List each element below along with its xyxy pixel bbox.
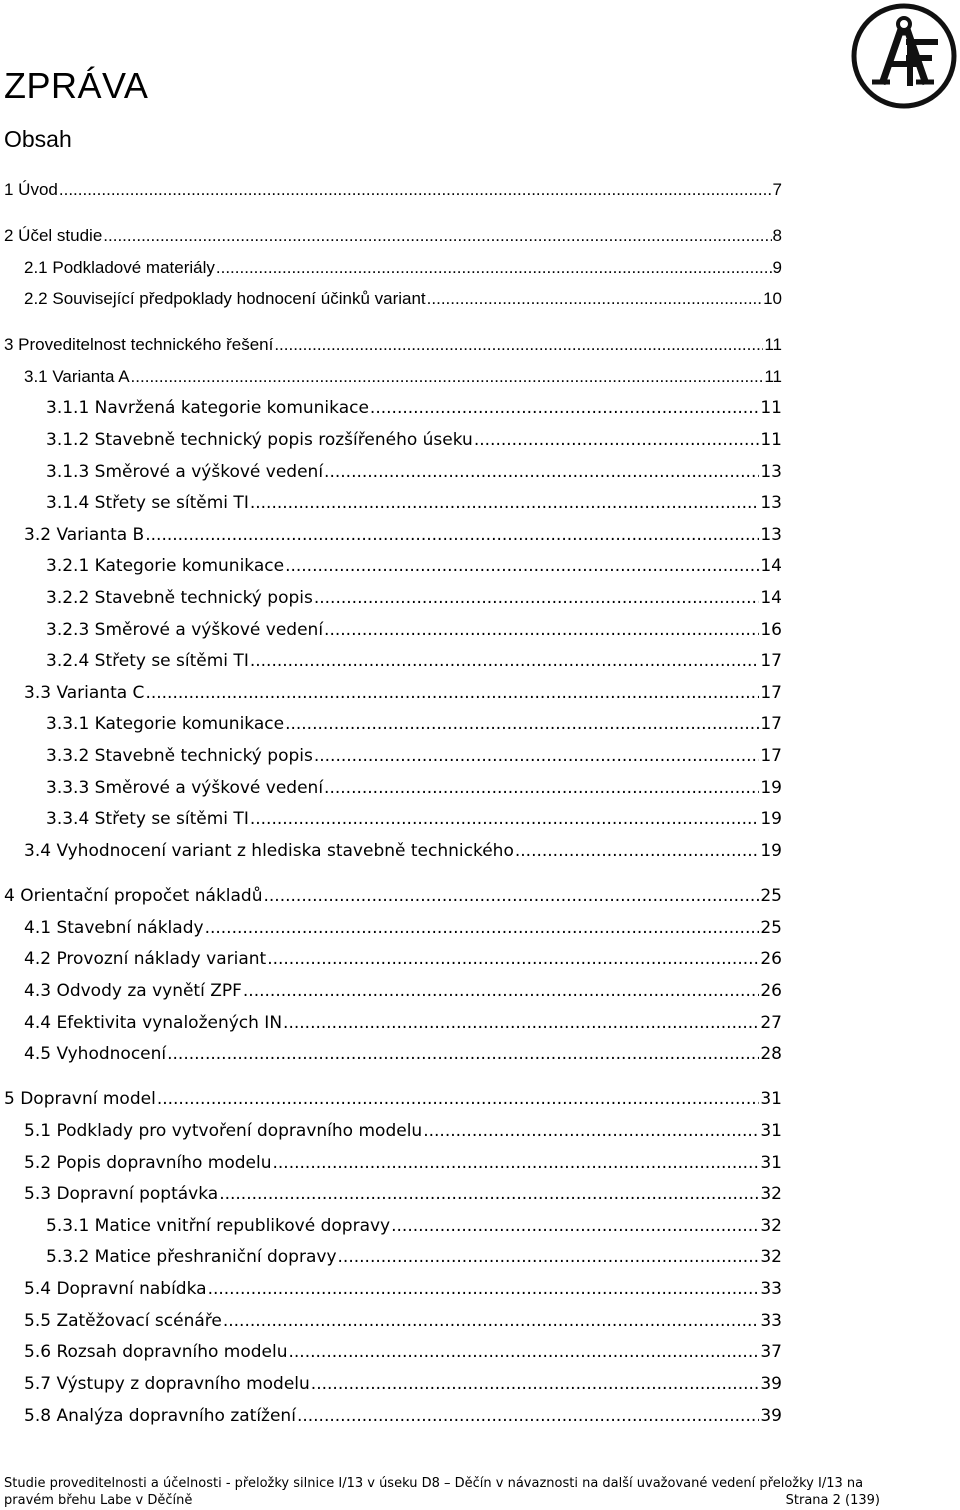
toc-entry-title: 3.1.3 Směrové a výškové vedení [46, 462, 324, 482]
toc-leader-dots [273, 1151, 760, 1175]
toc-entry-title: 5.2 Popis dopravního modelu [24, 1153, 272, 1173]
toc-entry[interactable] [24, 916, 782, 940]
toc-entry[interactable] [46, 491, 782, 515]
toc-entry-page: 13 [760, 462, 782, 482]
toc-entry-page: 19 [760, 809, 782, 829]
toc-entry-title: 2.2 Související předpoklady hodnocení účinků variant [24, 289, 426, 308]
toc-entry[interactable] [4, 1087, 782, 1111]
toc-entry[interactable] [24, 287, 782, 311]
toc-entry-title: 4.4 Efektivita vynaložených IN [24, 1013, 283, 1033]
toc-entry-title: 5.6 Rozsah dopravního modelu [24, 1342, 288, 1362]
toc-heading: Obsah [4, 126, 72, 152]
toc-entry[interactable] [24, 1309, 782, 1333]
toc-entry-page: 26 [760, 981, 782, 1001]
toc-entry[interactable] [4, 178, 782, 202]
toc-entry-title: 3 Proveditelnost technického řešení [4, 335, 274, 354]
toc-entry[interactable] [46, 807, 782, 831]
toc-entry-page: 9 [772, 258, 782, 277]
toc-entry-page: 32 [760, 1184, 782, 1204]
toc-entry-page: 16 [760, 620, 782, 640]
toc-leader-dots [324, 618, 759, 642]
toc-entry-title: 4.1 Stavební náklady [24, 918, 204, 938]
toc-entry-page: 26 [760, 949, 782, 969]
toc-entry-page: 8 [772, 226, 782, 245]
toc-entry[interactable] [24, 1404, 782, 1428]
toc-entry[interactable] [46, 1245, 782, 1269]
toc-entry[interactable] [24, 1340, 782, 1364]
toc-leader-dots [289, 1340, 760, 1364]
toc-entry[interactable] [24, 681, 782, 705]
toc-leader-dots [167, 1042, 759, 1066]
toc-entry-page: 37 [760, 1342, 782, 1362]
toc-entry-title: 3.3.2 Stavebně technický popis [46, 746, 313, 766]
toc-entry[interactable] [46, 712, 782, 736]
toc-entry-title: 3.2.2 Stavebně technický popis [46, 588, 313, 608]
footer-page-number: Strana 2 (139) [785, 1493, 880, 1508]
toc-entry-page: 31 [760, 1153, 782, 1173]
toc-entry-page: 25 [760, 918, 782, 938]
toc-entry-page: 33 [760, 1311, 782, 1331]
toc-entry[interactable] [4, 884, 782, 908]
toc-entry-title: 1 Úvod [4, 180, 58, 199]
toc-entry-page: 17 [760, 683, 782, 703]
toc-entry-page: 11 [760, 430, 782, 450]
toc-entry[interactable] [46, 744, 782, 768]
toc-leader-dots [427, 287, 762, 311]
toc-leader-dots [250, 807, 760, 831]
footer-line-1: Studie proveditelnosti a účelnosti - přeložky silnice I/13 v úseku D8 – Děčín v návaznosti na další uvažované vedení přeložky I/13 na [4, 1476, 864, 1491]
toc-entry-page: 14 [760, 588, 782, 608]
toc-entry-title: 3.2 Varianta B [24, 525, 145, 545]
toc-entry-title: 3.2.3 Směrové a výškové vedení [46, 620, 324, 640]
toc-leader-dots [515, 839, 760, 863]
toc-leader-dots [311, 1372, 760, 1396]
toc-entry-page: 11 [764, 367, 782, 386]
toc-entry-page: 32 [760, 1216, 782, 1236]
toc-leader-dots [391, 1214, 759, 1238]
toc-entry[interactable] [46, 776, 782, 800]
toc-entry-title: 3.1.1 Navržená kategorie komunikace [46, 398, 369, 418]
toc-entry[interactable] [46, 586, 782, 610]
toc-entry[interactable] [24, 1011, 782, 1035]
toc-entry-title: 3.1.4 Střety se sítěmi TI [46, 493, 249, 513]
toc-entry-page: 27 [760, 1013, 782, 1033]
toc-entry[interactable] [46, 396, 782, 420]
toc-entry-page: 17 [760, 714, 782, 734]
toc-entry-page: 10 [763, 289, 782, 308]
toc-entry-title: 3.2.1 Kategorie komunikace [46, 556, 285, 576]
toc-entry-title: 2.1 Podkladové materiály [24, 258, 215, 277]
toc-leader-dots [145, 681, 759, 705]
toc-entry[interactable] [46, 428, 782, 452]
toc-entry-title: 3.3.1 Kategorie komunikace [46, 714, 285, 734]
toc-leader-dots [338, 1245, 760, 1269]
toc-entry[interactable] [24, 979, 782, 1003]
toc-leader-dots [283, 1011, 759, 1035]
toc-entry-page: 17 [760, 651, 782, 671]
toc-entry-page: 31 [760, 1121, 782, 1141]
toc-leader-dots [297, 1404, 759, 1428]
toc-entry-title: 3.3.3 Směrové a výškové vedení [46, 778, 324, 798]
toc-entry[interactable] [46, 1214, 782, 1238]
toc-leader-dots [103, 224, 771, 248]
toc-entry[interactable] [4, 333, 782, 357]
toc-entry[interactable] [46, 554, 782, 578]
toc-entry-page: 32 [760, 1247, 782, 1267]
toc-entry-title: 5.4 Dopravní nabídka [24, 1279, 207, 1299]
toc-leader-dots [285, 554, 759, 578]
toc-leader-dots [219, 1182, 759, 1206]
toc-leader-dots [423, 1119, 759, 1143]
toc-entry-page: 39 [760, 1406, 782, 1426]
toc-leader-dots [370, 396, 759, 420]
toc-leader-dots [285, 712, 759, 736]
toc-entry-title: 5.7 Výstupy z dopravního modelu [24, 1374, 310, 1394]
toc-entry-page: 31 [760, 1089, 782, 1109]
toc-leader-dots [59, 178, 772, 202]
toc-entry-page: 11 [764, 335, 782, 354]
toc-entry-page: 33 [760, 1279, 782, 1299]
toc-entry-title: 5 Dopravní model [4, 1089, 156, 1109]
toc-entry[interactable] [24, 1042, 782, 1066]
toc-leader-dots [216, 256, 772, 280]
toc-leader-dots [314, 586, 760, 610]
toc-entry[interactable] [46, 460, 782, 484]
footer-line-2: pravém břehu Labe v Děčíně [4, 1493, 193, 1508]
toc-leader-dots [145, 523, 759, 547]
toc-entry[interactable] [46, 618, 782, 642]
toc-entry-page: 13 [760, 493, 782, 513]
toc-entry-title: 5.3 Dopravní poptávka [24, 1184, 219, 1204]
toc-entry-title: 5.1 Podklady pro vytvoření dopravního modelu [24, 1121, 423, 1141]
toc-entry-title: 3.3.4 Střety se sítěmi TI [46, 809, 249, 829]
toc-entry[interactable] [24, 1277, 782, 1301]
toc-leader-dots [264, 884, 760, 908]
toc-leader-dots [267, 947, 759, 971]
toc-entry[interactable] [24, 839, 782, 863]
toc-entry[interactable] [24, 1372, 782, 1396]
toc-entry-title: 3.1.2 Stavebně technický popis rozšířeného úseku [46, 430, 473, 450]
toc-leader-dots [205, 916, 760, 940]
toc-leader-dots [314, 744, 760, 768]
toc-entry[interactable] [46, 649, 782, 673]
toc-leader-dots [274, 333, 763, 357]
toc-entry[interactable] [24, 1182, 782, 1206]
toc-entry-title: 5.3.2 Matice přeshraniční dopravy [46, 1247, 337, 1267]
toc-entry-page: 11 [760, 398, 782, 418]
toc-entry[interactable] [24, 1151, 782, 1175]
toc-entry-title: 5.5 Zatěžovací scénáře [24, 1311, 222, 1331]
toc-entry-page: 13 [760, 525, 782, 545]
toc-leader-dots [243, 979, 759, 1003]
toc-entry-title: 3.1 Varianta A [24, 367, 130, 386]
toc-entry-title: 4 Orientační propočet nákladů [4, 886, 263, 906]
toc-entry[interactable] [24, 256, 782, 280]
toc-entry-page: 28 [760, 1044, 782, 1064]
toc-entry-page: 14 [760, 556, 782, 576]
toc-leader-dots [131, 365, 764, 389]
toc-entry-title: 2 Účel studie [4, 226, 103, 245]
toc-entry-title: 5.3.1 Matice vnitřní republikové dopravy [46, 1216, 391, 1236]
toc-leader-dots [250, 491, 760, 515]
toc-leader-dots [474, 428, 760, 452]
toc-leader-dots [208, 1277, 760, 1301]
toc-entry-title: 4.3 Odvody za vynětí ZPF [24, 981, 242, 1001]
toc-leader-dots [157, 1087, 760, 1111]
toc-leader-dots [250, 649, 760, 673]
toc-entry-title: 3.4 Vyhodnocení variant z hlediska stavebně technického [24, 841, 514, 861]
toc-entry-title: 5.8 Analýza dopravního zatížení [24, 1406, 296, 1426]
toc-entry[interactable] [24, 523, 782, 547]
toc-entry-page: 17 [760, 746, 782, 766]
page-footer [4, 1475, 960, 1509]
toc-entry[interactable] [24, 1119, 782, 1143]
toc-entry[interactable] [24, 365, 782, 389]
toc-entry-page: 39 [760, 1374, 782, 1394]
toc-leader-dots [223, 1309, 760, 1333]
toc-entry-title: 3.3 Varianta C [24, 683, 145, 703]
toc-entry-title: 4.2 Provozní náklady variant [24, 949, 267, 969]
toc-entry-page: 7 [772, 180, 782, 199]
toc-entry-page: 25 [760, 886, 782, 906]
toc-entry-title: 3.2.4 Střety se sítěmi TI [46, 651, 249, 671]
toc-entry[interactable] [24, 947, 782, 971]
toc-leader-dots [324, 460, 759, 484]
document-title: ZPRÁVA [4, 65, 149, 106]
toc-entry-page: 19 [760, 841, 782, 861]
toc-entry[interactable] [4, 224, 782, 248]
toc-entry-page: 19 [760, 778, 782, 798]
toc-entry-title: 4.5 Vyhodnocení [24, 1044, 167, 1064]
toc-leader-dots [324, 776, 759, 800]
